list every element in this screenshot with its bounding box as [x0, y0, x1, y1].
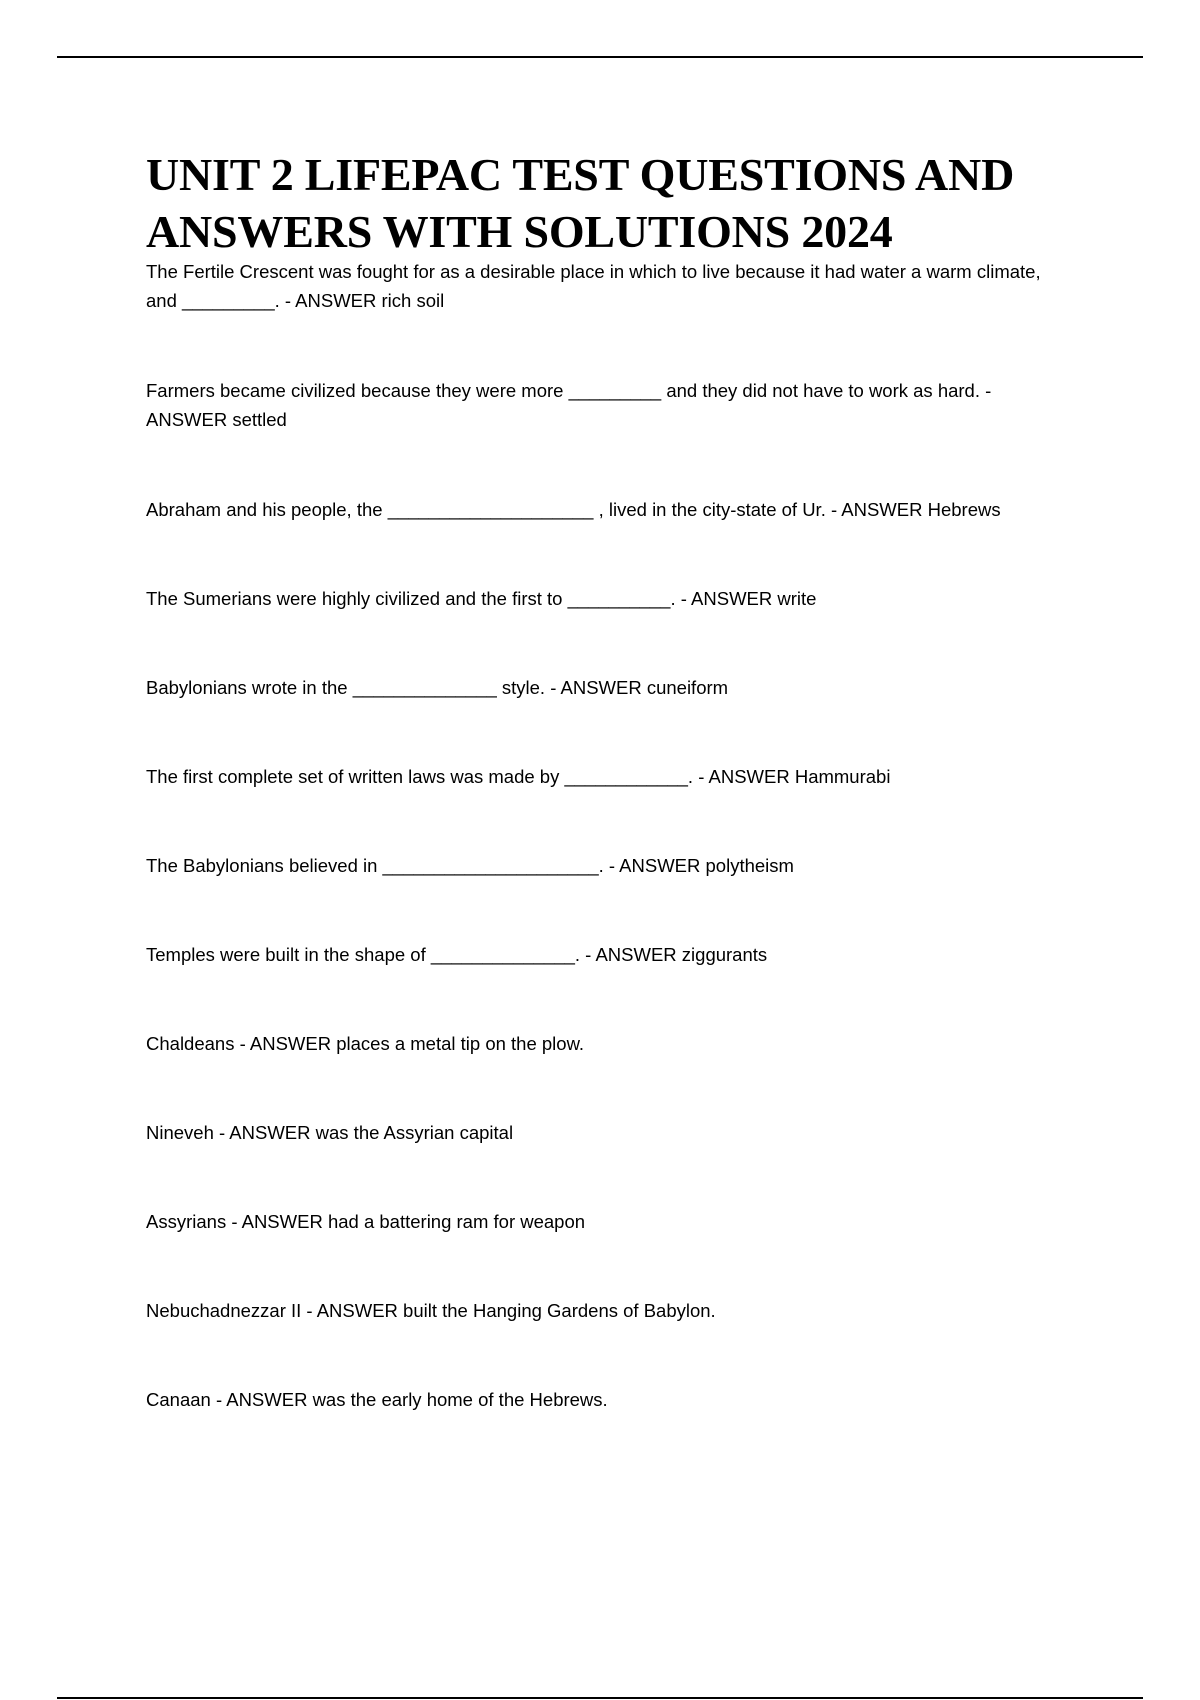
qa-item: Chaldeans - ANSWER places a metal tip on the plow. — [146, 1033, 585, 1054]
bottom-divider — [57, 1697, 1143, 1699]
qa-item: Abraham and his people, the ____________________ , lived in the city-state of Ur. - ANSWER Hebrews — [146, 499, 1001, 520]
qa-item: The Fertile Crescent was fought for as a desirable place in which to live because it had water a warm climate, and _________. - ANSWER rich soil — [146, 261, 1041, 311]
document-title: UNIT 2 LIFEPAC TEST QUESTIONS AND ANSWERS WITH SOLUTIONS 2024 — [146, 149, 1015, 257]
qa-item: Nineveh - ANSWER was the Assyrian capital — [146, 1122, 514, 1143]
top-divider — [57, 56, 1143, 58]
qa-list — [146, 257, 1076, 1414]
qa-item: Farmers became civilized because they were more _________ and they did not have to work as hard. - ANSWER settled — [146, 380, 992, 430]
qa-item: The Sumerians were highly civilized and the first to __________. - ANSWER write — [146, 588, 817, 609]
qa-item: Assyrians - ANSWER had a battering ram for weapon — [146, 1211, 586, 1232]
qa-item: Nebuchadnezzar II - ANSWER built the Hanging Gardens of Babylon. — [146, 1300, 716, 1321]
qa-item: Temples were built in the shape of ______________. - ANSWER ziggurants — [146, 944, 768, 965]
qa-item: Babylonians wrote in the ______________ style. - ANSWER cuneiform — [146, 677, 729, 698]
qa-item: Canaan - ANSWER was the early home of the Hebrews. — [146, 1389, 608, 1410]
qa-item: The Babylonians believed in _____________________. - ANSWER polytheism — [146, 855, 794, 876]
qa-item: The first complete set of written laws was made by ____________. - ANSWER Hammurabi — [146, 766, 891, 787]
